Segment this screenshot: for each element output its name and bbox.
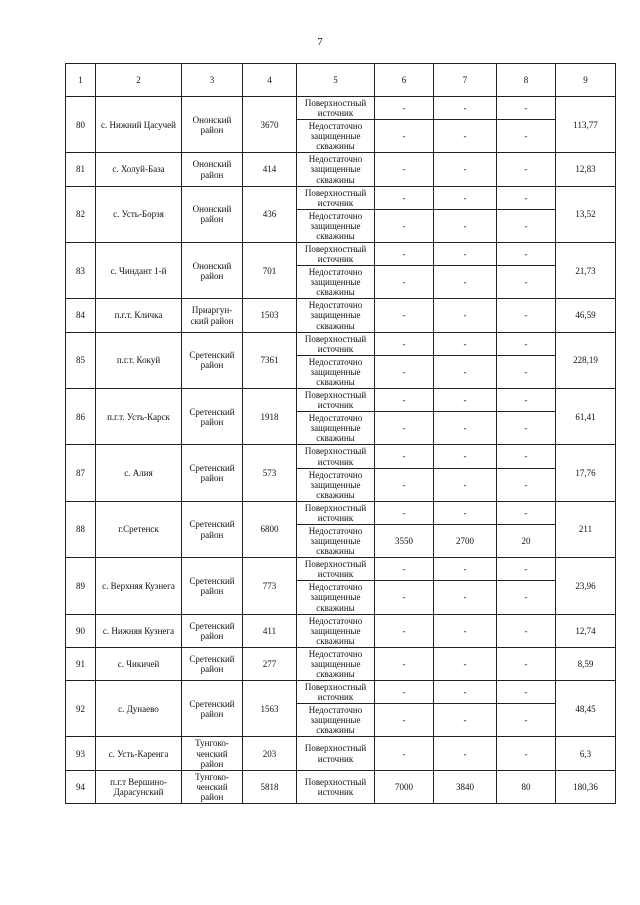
- value-cell: 2700: [434, 524, 497, 557]
- value-cell: -: [497, 332, 556, 355]
- value-cell: -: [375, 468, 434, 501]
- value-cell: -: [497, 243, 556, 266]
- source-type-cell: Поверхностный источник: [297, 97, 375, 120]
- row-number: 93: [66, 737, 96, 770]
- table-row: [66, 243, 616, 266]
- value-cell: -: [497, 209, 556, 242]
- row-number: 89: [66, 558, 96, 614]
- column-header: 2: [96, 64, 182, 97]
- value-cell: 7000: [375, 770, 434, 803]
- value-cell: -: [375, 501, 434, 524]
- source-type-cell: Поверхностный источник: [297, 332, 375, 355]
- total-cell: 23,96: [556, 558, 616, 614]
- value-cell: -: [375, 266, 434, 299]
- column-header: 1: [66, 64, 96, 97]
- value-cell: -: [497, 501, 556, 524]
- source-type-cell: Поверхностный источник: [297, 737, 375, 770]
- table-row: [66, 153, 616, 186]
- table-row: [66, 614, 616, 647]
- population-cell: 3670: [243, 97, 297, 153]
- total-cell: 17,76: [556, 445, 616, 501]
- district-cell: Сретенский район: [182, 332, 243, 388]
- total-cell: 21,73: [556, 243, 616, 299]
- population-cell: 7361: [243, 332, 297, 388]
- value-cell: -: [434, 647, 497, 680]
- population-cell: 203: [243, 737, 297, 770]
- row-number: 83: [66, 243, 96, 299]
- district-cell: Ононский район: [182, 153, 243, 186]
- source-type-cell: Недостаточно защищенные скважины: [297, 412, 375, 445]
- population-cell: 1918: [243, 389, 297, 445]
- source-type-cell: Недостаточно защищенные скважины: [297, 266, 375, 299]
- source-type-cell: Недостаточно защищенные скважины: [297, 355, 375, 388]
- population-cell: 1563: [243, 681, 297, 737]
- total-cell: 113,77: [556, 97, 616, 153]
- row-number: 91: [66, 647, 96, 680]
- value-cell: -: [375, 299, 434, 332]
- table-row: [66, 445, 616, 468]
- value-cell: -: [375, 647, 434, 680]
- value-cell: -: [434, 299, 497, 332]
- population-cell: 5818: [243, 770, 297, 803]
- district-cell: Сретенский район: [182, 681, 243, 737]
- table-row: [66, 97, 616, 120]
- column-header: 8: [497, 64, 556, 97]
- district-cell: Сретенский район: [182, 558, 243, 614]
- source-type-cell: Поверхностный источник: [297, 681, 375, 704]
- table-row: [66, 299, 616, 332]
- population-cell: 6800: [243, 501, 297, 557]
- page-number: 7: [317, 36, 323, 48]
- row-number: 81: [66, 153, 96, 186]
- total-cell: 12,83: [556, 153, 616, 186]
- value-cell: -: [497, 445, 556, 468]
- value-cell: -: [434, 468, 497, 501]
- value-cell: -: [434, 704, 497, 737]
- value-cell: -: [375, 681, 434, 704]
- value-cell: 20: [497, 524, 556, 557]
- settlement-cell: с. Усть-Каренга: [96, 737, 182, 770]
- table-row: [66, 647, 616, 680]
- total-cell: 12,74: [556, 614, 616, 647]
- source-type-cell: Недостаточно защищенные скважины: [297, 647, 375, 680]
- value-cell: -: [434, 120, 497, 153]
- district-cell: Тунгоко-ченский район: [182, 770, 243, 803]
- source-type-cell: Недостаточно защищенные скважины: [297, 209, 375, 242]
- row-number: 88: [66, 501, 96, 557]
- row-number: 84: [66, 299, 96, 332]
- value-cell: -: [497, 737, 556, 770]
- value-cell: -: [497, 266, 556, 299]
- value-cell: -: [434, 209, 497, 242]
- value-cell: -: [375, 186, 434, 209]
- value-cell: -: [434, 186, 497, 209]
- table-row: [66, 681, 616, 704]
- district-cell: Сретенский район: [182, 445, 243, 501]
- table-row: [66, 186, 616, 209]
- value-cell: -: [497, 355, 556, 388]
- value-cell: -: [434, 266, 497, 299]
- district-cell: Тунгоко-ченский район: [182, 737, 243, 770]
- settlement-cell: с. Нижний Цасучей: [96, 97, 182, 153]
- source-type-cell: Поверхностный источник: [297, 770, 375, 803]
- value-cell: -: [497, 97, 556, 120]
- settlement-cell: с. Алия: [96, 445, 182, 501]
- value-cell: -: [434, 243, 497, 266]
- column-header: 3: [182, 64, 243, 97]
- source-type-cell: Недостаточно защищенные скважины: [297, 120, 375, 153]
- value-cell: -: [497, 389, 556, 412]
- value-cell: -: [497, 704, 556, 737]
- source-type-cell: Недостаточно защищенные скважины: [297, 524, 375, 557]
- source-type-cell: Недостаточно защищенные скважины: [297, 614, 375, 647]
- value-cell: -: [375, 120, 434, 153]
- value-cell: -: [434, 501, 497, 524]
- value-cell: -: [375, 153, 434, 186]
- district-cell: Приаргун-ский район: [182, 299, 243, 332]
- source-type-cell: Недостаточно защищенные скважины: [297, 581, 375, 614]
- settlement-cell: п.г.т Вершино-Дарасунский: [96, 770, 182, 803]
- row-number: 82: [66, 186, 96, 242]
- settlement-cell: п.г.т. Кокуй: [96, 332, 182, 388]
- value-cell: -: [434, 581, 497, 614]
- value-cell: -: [375, 243, 434, 266]
- district-cell: Сретенский район: [182, 389, 243, 445]
- district-cell: Сретенский район: [182, 501, 243, 557]
- column-header: 4: [243, 64, 297, 97]
- settlement-cell: г.Сретенск: [96, 501, 182, 557]
- source-type-cell: Недостаточно защищенные скважины: [297, 299, 375, 332]
- source-type-cell: Недостаточно защищенные скважины: [297, 468, 375, 501]
- value-cell: 3550: [375, 524, 434, 557]
- population-cell: 436: [243, 186, 297, 242]
- value-cell: -: [434, 153, 497, 186]
- settlement-cell: с. Чиндант 1-й: [96, 243, 182, 299]
- row-number: 85: [66, 332, 96, 388]
- value-cell: -: [434, 737, 497, 770]
- total-cell: 180,36: [556, 770, 616, 803]
- table-row: [66, 501, 616, 524]
- population-cell: 701: [243, 243, 297, 299]
- value-cell: -: [497, 614, 556, 647]
- source-type-cell: Недостаточно защищенные скважины: [297, 153, 375, 186]
- value-cell: -: [375, 614, 434, 647]
- total-cell: 211: [556, 501, 616, 557]
- value-cell: -: [434, 412, 497, 445]
- value-cell: -: [497, 468, 556, 501]
- settlement-cell: п.г.т. Кличка: [96, 299, 182, 332]
- value-cell: -: [497, 299, 556, 332]
- value-cell: -: [434, 355, 497, 388]
- population-cell: 573: [243, 445, 297, 501]
- population-cell: 411: [243, 614, 297, 647]
- table-row: [66, 770, 616, 803]
- source-type-cell: Поверхностный источник: [297, 501, 375, 524]
- settlement-cell: с. Дунаево: [96, 681, 182, 737]
- value-cell: -: [434, 614, 497, 647]
- total-cell: 61,41: [556, 389, 616, 445]
- value-cell: 3840: [434, 770, 497, 803]
- table-row: [66, 737, 616, 770]
- table-row: [66, 389, 616, 412]
- column-header: 7: [434, 64, 497, 97]
- source-type-cell: Поверхностный источник: [297, 186, 375, 209]
- district-cell: Ононский район: [182, 97, 243, 153]
- row-number: 80: [66, 97, 96, 153]
- total-cell: 228,19: [556, 332, 616, 388]
- source-type-cell: Поверхностный источник: [297, 243, 375, 266]
- total-cell: 46,59: [556, 299, 616, 332]
- value-cell: -: [497, 647, 556, 680]
- value-cell: -: [375, 412, 434, 445]
- value-cell: -: [375, 389, 434, 412]
- value-cell: -: [375, 581, 434, 614]
- row-number: 90: [66, 614, 96, 647]
- value-cell: -: [434, 445, 497, 468]
- source-type-cell: Поверхностный источник: [297, 389, 375, 412]
- value-cell: -: [497, 581, 556, 614]
- row-number: 94: [66, 770, 96, 803]
- value-cell: -: [375, 209, 434, 242]
- column-header: 5: [297, 64, 375, 97]
- population-cell: 277: [243, 647, 297, 680]
- value-cell: -: [375, 445, 434, 468]
- settlement-cell: с. Нижняя Кузнега: [96, 614, 182, 647]
- settlement-cell: с. Чикичей: [96, 647, 182, 680]
- district-cell: Ононский район: [182, 243, 243, 299]
- population-cell: 773: [243, 558, 297, 614]
- settlement-cell: п.г.т. Усть-Карск: [96, 389, 182, 445]
- source-type-cell: Поверхностный источник: [297, 558, 375, 581]
- value-cell: -: [434, 558, 497, 581]
- value-cell: -: [434, 97, 497, 120]
- district-cell: Сретенский район: [182, 614, 243, 647]
- population-cell: 414: [243, 153, 297, 186]
- source-type-cell: Недостаточно защищенные скважины: [297, 704, 375, 737]
- value-cell: -: [497, 120, 556, 153]
- value-cell: -: [375, 97, 434, 120]
- district-cell: Ононский район: [182, 186, 243, 242]
- table-row: [66, 558, 616, 581]
- row-number: 86: [66, 389, 96, 445]
- value-cell: -: [434, 681, 497, 704]
- value-cell: -: [497, 681, 556, 704]
- value-cell: -: [497, 558, 556, 581]
- row-number: 87: [66, 445, 96, 501]
- value-cell: -: [434, 332, 497, 355]
- data-table: [65, 63, 616, 804]
- value-cell: -: [375, 737, 434, 770]
- settlement-cell: с. Усть-Борзя: [96, 186, 182, 242]
- value-cell: -: [497, 412, 556, 445]
- value-cell: 80: [497, 770, 556, 803]
- total-cell: 6,3: [556, 737, 616, 770]
- table-row: [66, 332, 616, 355]
- total-cell: 48,45: [556, 681, 616, 737]
- header-row: [66, 64, 616, 97]
- column-header: 9: [556, 64, 616, 97]
- population-cell: 1503: [243, 299, 297, 332]
- total-cell: 13,52: [556, 186, 616, 242]
- value-cell: -: [375, 355, 434, 388]
- value-cell: -: [497, 186, 556, 209]
- value-cell: -: [375, 704, 434, 737]
- total-cell: 8,59: [556, 647, 616, 680]
- value-cell: -: [375, 332, 434, 355]
- row-number: 92: [66, 681, 96, 737]
- column-header: 6: [375, 64, 434, 97]
- settlement-cell: с. Холуй-База: [96, 153, 182, 186]
- settlement-cell: с. Верхняя Кузнега: [96, 558, 182, 614]
- value-cell: -: [375, 558, 434, 581]
- value-cell: -: [434, 389, 497, 412]
- value-cell: -: [497, 153, 556, 186]
- district-cell: Сретенский район: [182, 647, 243, 680]
- source-type-cell: Поверхностный источник: [297, 445, 375, 468]
